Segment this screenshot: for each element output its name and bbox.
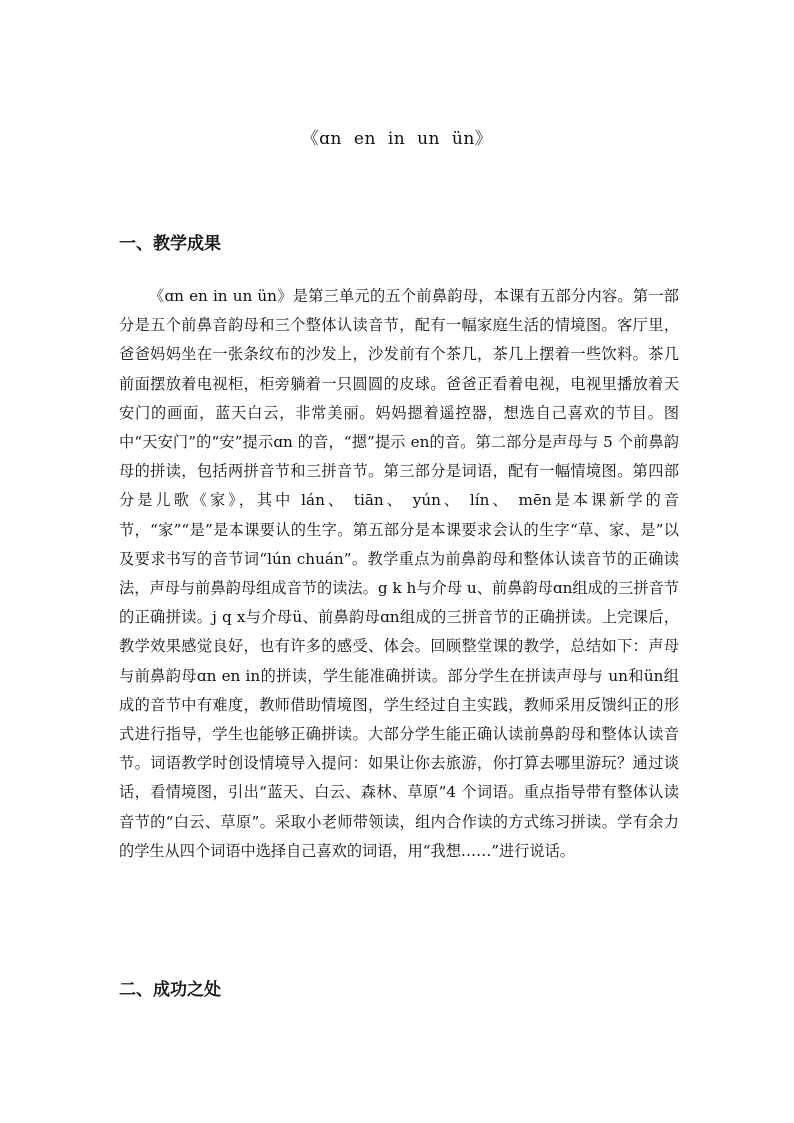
document-title: 《ɑn en in un ün》 (301, 129, 493, 149)
section-heading-successes: 二、成功之处 (119, 980, 221, 1000)
section-paragraph-teaching-results: 《ɑn en in un ün》是第三单元的五个前鼻韵母，本课有五部分内容。第一部分是五个前鼻音韵母和三个整体认读音节，配有一幅家庭生活的情境图。客厅里，爸爸妈妈坐在一张条纹布的沙发上，沙发前有个茶几，茶几上摆着一些饮料。茶几前面摆放着电视柜，柜旁躺着一只圆圆的皮球。爸爸正看着电视，电视里播放着天安门的画面，蓝天白云，非常美丽。妈妈摁着遥控器，想选自己喜欢的节目。图中“天安门”的“安”提示ɑn 的音，“摁”提示 en的音。第二部分是声母与 5 个前鼻韵母的拼读，包括两拼音节和三拼音节。第三部分是词语，配有一幅情境图。第四部分是儿歌《家》，其中 lán、 tiān、 yún、 lín、 mēn是本课新学的音节，“家”“是”是本课要认的生字。第五部分是本课要求会认的生字“草、家、是”以及要求书写的音节词“lún chuán”。教学重点为前鼻韵母和整体认读音节的正确读法，声母与前鼻韵母组成音节的读法。g k h与介母 u、前鼻韵母ɑn组成的三拼音节的正确拼读。j q x与介母ü、前鼻韵母ɑn组成的三拼音节的正确拼读。上完课后，教学效果感觉良好，也有许多的感受、体会。回顾整堂课的教学，总结如下：声母与前鼻韵母ɑn en in的拼读，学生能准确拼读。部分学生在拼读声母与 un和ün组成的音节中有难度，教师借助情境图，学生经过自主实践，教师采用反馈纠正的形式进行指导，学生也能够正确拼读。大部分学生能正确认读前鼻韵母和整体认读音节。词语教学时创设情境导入提问：如果让你去旅游，你打算去哪里游玩？通过谈话，看情境图，引出“蓝天、白云、森林、草原”4 个词语。重点指导带有整体认读音节的“白云、草原”。采取小老师带领读，组内合作读的方式练习拼读。学有余力的学生从四个词语中选择自己喜欢的词语，用“我想……”进行说话。 (119, 287, 679, 860)
section-heading-teaching-results: 一、教学成果 (119, 234, 221, 254)
